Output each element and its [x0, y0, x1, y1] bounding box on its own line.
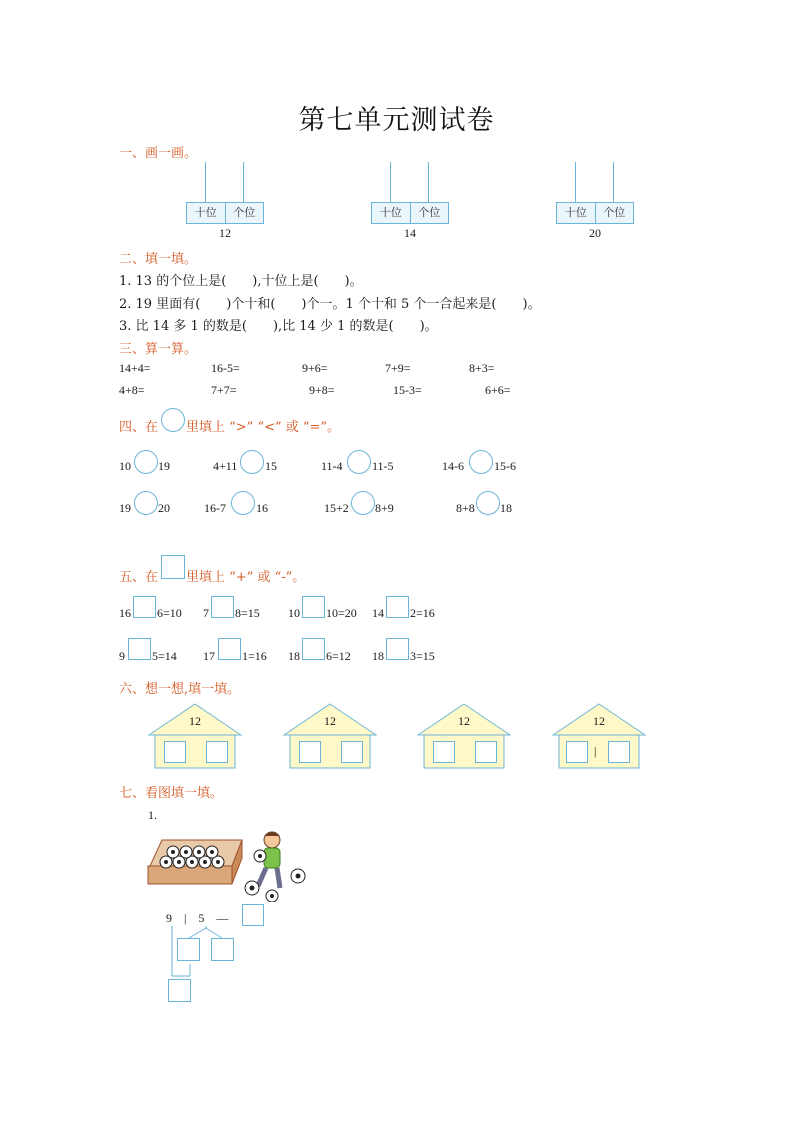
number-house-4 — [552, 703, 646, 769]
op-left: 17 — [203, 649, 215, 663]
op-box[interactable] — [211, 596, 234, 618]
tens-label: 十位 — [564, 206, 587, 219]
compare-right: 20 — [158, 501, 170, 515]
op-box[interactable] — [302, 596, 325, 618]
compare-left: 15+2 — [324, 501, 349, 515]
split-box-right[interactable] — [211, 938, 234, 961]
house-box-right[interactable] — [608, 741, 630, 763]
calc-item: 16-5= — [211, 361, 240, 375]
op-right: 5=14 — [152, 649, 177, 663]
compare-circle[interactable] — [351, 491, 375, 515]
ones-rod — [428, 162, 429, 202]
op-box[interactable] — [128, 638, 151, 660]
calc-item: 6+6= — [485, 383, 511, 397]
calc-item: 8+3= — [469, 361, 495, 375]
fill-in-question-1: 1. 13 的个位上是( ),十位上是( )。 — [119, 274, 363, 289]
house-number: 12 — [189, 714, 201, 728]
place-value-chart-1 — [186, 162, 264, 242]
op-box[interactable] — [302, 638, 325, 660]
tens-rod — [575, 162, 576, 202]
op-left: 7 — [203, 606, 209, 620]
tens-label: 十位 — [194, 206, 217, 219]
answer-box[interactable] — [242, 904, 264, 926]
compare-right: 18 — [500, 501, 512, 515]
compare-left: 8+8 — [456, 501, 475, 515]
calc-item: 7+9= — [385, 361, 411, 375]
tens-rod — [205, 162, 206, 202]
tens-label: 十位 — [379, 206, 402, 219]
op-left: 14 — [372, 606, 384, 620]
ones-rod — [613, 162, 614, 202]
compare-left: 19 — [119, 501, 131, 515]
op-right: 10=20 — [326, 606, 357, 620]
op-box[interactable] — [133, 596, 156, 618]
calc-item: 15-3= — [393, 383, 422, 397]
op-right: 6=12 — [326, 649, 351, 663]
op-right: 6=10 — [157, 606, 182, 620]
section-5-heading-prefix: 五、在 — [119, 570, 159, 585]
house-number: 12 — [458, 714, 470, 728]
house-box-left[interactable] — [299, 741, 321, 763]
split-box-left[interactable] — [177, 938, 200, 961]
op-box[interactable] — [218, 638, 241, 660]
house-box-right[interactable] — [475, 741, 497, 763]
circle-icon — [161, 408, 185, 432]
calc-item: 14+4= — [119, 361, 151, 375]
question-index: 1. — [148, 808, 157, 822]
section-1-heading: 一、画一画。 — [119, 146, 198, 161]
section-4-heading-suffix: 里填上 “>” “<” 或 “=”。 — [186, 420, 341, 435]
compare-circle[interactable] — [469, 450, 493, 474]
compare-right: 16 — [256, 501, 268, 515]
op-left: 18 — [288, 649, 300, 663]
house-box-right[interactable] — [341, 741, 363, 763]
number-house-3 — [417, 703, 511, 769]
compare-left: 10 — [119, 459, 131, 473]
place-value-table — [371, 202, 449, 224]
op-left: 16 — [119, 606, 131, 620]
number-house-1 — [148, 703, 242, 769]
compare-circle[interactable] — [476, 491, 500, 515]
ones-label: 个位 — [410, 203, 449, 223]
place-value-number: 12 — [219, 226, 231, 240]
place-value-table — [186, 202, 264, 224]
ones-label: 个位 — [595, 203, 634, 223]
compare-left: 11-4 — [321, 459, 343, 473]
compare-circle[interactable] — [134, 491, 158, 515]
sum-box[interactable] — [168, 979, 191, 1002]
addition-expression: 9 | 5 — — [166, 911, 229, 925]
op-left: 18 — [372, 649, 384, 663]
compare-right: 15 — [265, 459, 277, 473]
compare-right: 11-5 — [372, 459, 394, 473]
compare-circle[interactable] — [134, 450, 158, 474]
compare-circle[interactable] — [231, 491, 255, 515]
compare-right: 19 — [158, 459, 170, 473]
calc-item: 9+8= — [309, 383, 335, 397]
house-box-left[interactable] — [566, 741, 588, 763]
calc-item: 4+8= — [119, 383, 145, 397]
op-right: 8=15 — [235, 606, 260, 620]
ones-label: 个位 — [225, 203, 264, 223]
section-4-heading-prefix: 四、在 — [119, 420, 159, 435]
compare-left: 4+11 — [213, 459, 238, 473]
section-5-heading-suffix: 里填上 “+” 或 “-”。 — [186, 570, 306, 585]
compare-right: 8+9 — [375, 501, 394, 515]
place-value-number: 20 — [589, 226, 601, 240]
fill-in-question-3: 3. 比 14 多 1 的数是( ),比 14 少 1 的数是( )。 — [119, 319, 438, 334]
fill-in-question-2: 2. 19 里面有( )个十和( )个一。1 个十和 5 个一合起来是( )。 — [119, 297, 541, 312]
op-right: 1=16 — [242, 649, 267, 663]
section-3-heading: 三、算一算。 — [119, 342, 198, 357]
ones-rod — [243, 162, 244, 202]
op-left: 9 — [119, 649, 125, 663]
tens-rod — [390, 162, 391, 202]
op-left: 10 — [288, 606, 300, 620]
compare-circle[interactable] — [347, 450, 371, 474]
op-right: 3=15 — [410, 649, 435, 663]
number-house-2 — [283, 703, 377, 769]
compare-left: 14-6 — [442, 459, 464, 473]
compare-circle[interactable] — [240, 450, 264, 474]
compare-right: 15-6 — [494, 459, 516, 473]
house-sign: | — [594, 744, 597, 758]
op-box[interactable] — [386, 638, 409, 660]
op-box[interactable] — [386, 596, 409, 618]
place-value-chart-2 — [371, 162, 449, 242]
place-value-number: 14 — [404, 226, 416, 240]
square-icon — [161, 555, 185, 579]
house-number: 12 — [593, 714, 605, 728]
compare-left: 16-7 — [204, 501, 226, 515]
section-6-heading: 六、想一想,填一填。 — [119, 682, 241, 697]
calc-item: 7+7= — [211, 383, 237, 397]
football-box-illustration — [140, 826, 310, 902]
place-value-table — [556, 202, 634, 224]
house-box-right[interactable] — [206, 741, 228, 763]
op-right: 2=16 — [410, 606, 435, 620]
house-box-left[interactable] — [164, 741, 186, 763]
place-value-chart-3 — [556, 162, 634, 242]
section-7-heading: 七、看图填一填。 — [119, 786, 224, 801]
page-title: 第七单元测试卷 — [298, 105, 495, 136]
calc-item: 9+6= — [302, 361, 328, 375]
house-box-left[interactable] — [433, 741, 455, 763]
house-number: 12 — [324, 714, 336, 728]
section-2-heading: 二、填一填。 — [119, 252, 198, 267]
